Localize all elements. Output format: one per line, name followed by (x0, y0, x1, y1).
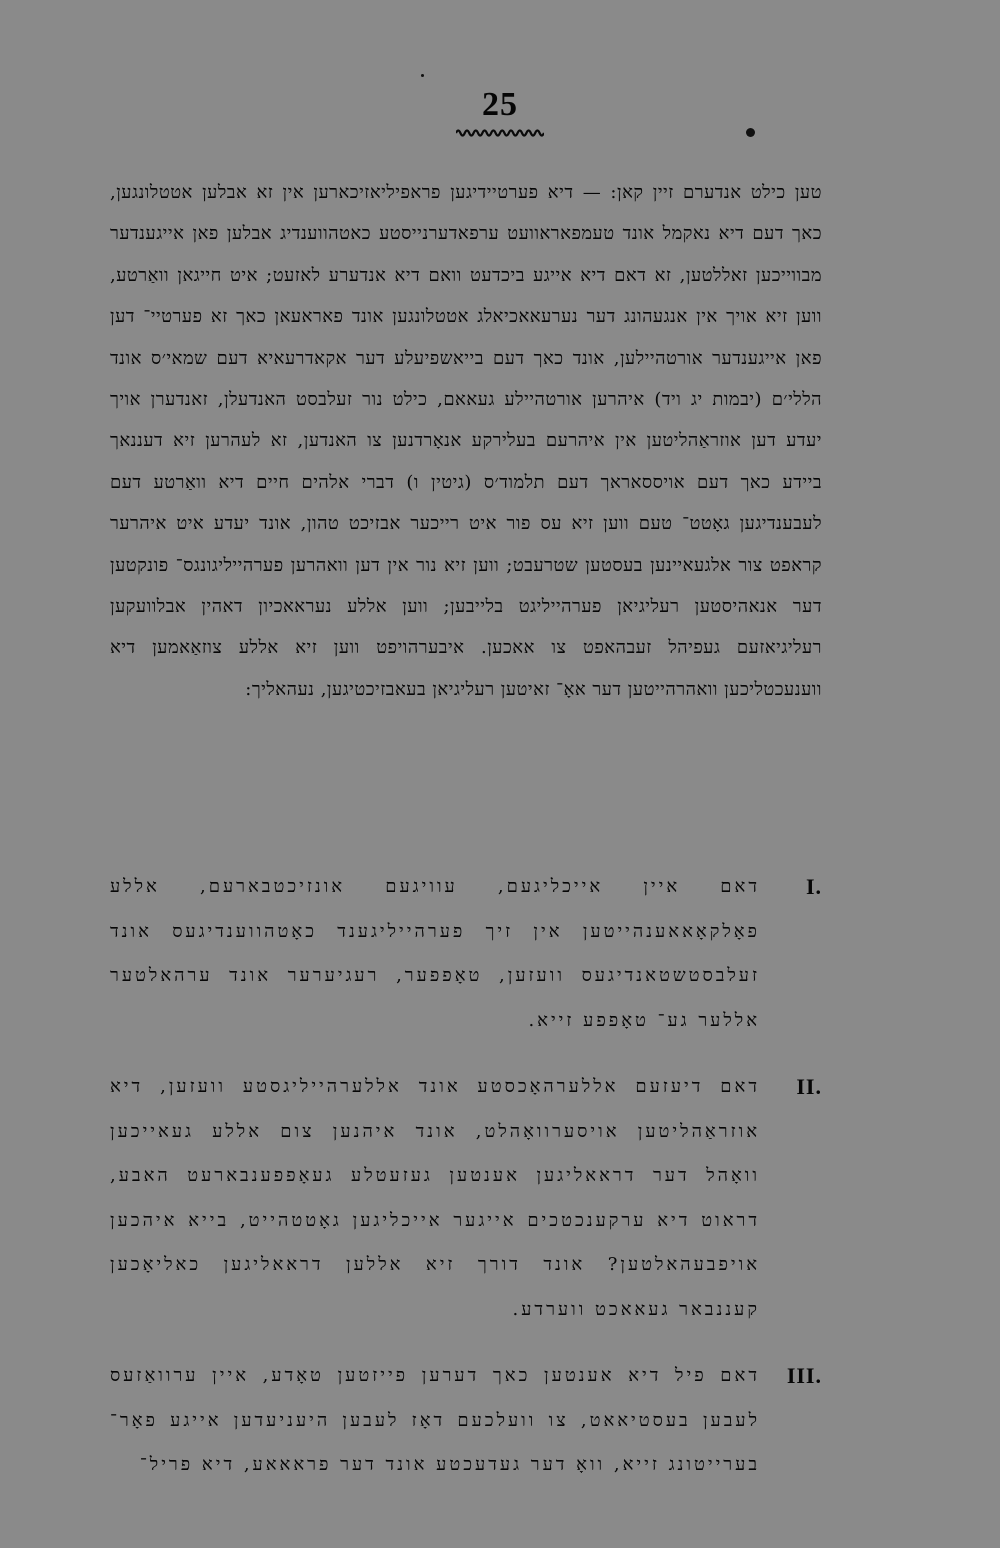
ornament-rule (456, 128, 544, 138)
page-number: 25 (482, 86, 518, 123)
ink-speck (746, 128, 755, 137)
list-item (110, 1354, 822, 1488)
ink-speck (421, 74, 424, 77)
list-item-number: II. (796, 1074, 822, 1099)
list-item (110, 865, 822, 1043)
main-paragraph (110, 172, 822, 710)
list-item (110, 1065, 822, 1332)
list-item-text: דאם איין אייכליגעם, עוויגעם אונזיכטבארעם, אללע פאָלקאָאאענהייטען אין זיך פערהייליגענד כאָטהווענדיגעס אונד זעלבסטשטאנדיגעס וועזען, טאָפפער, רעגיערער אונד ערהאלטער אללער גע־ טאָפפע זייא. (110, 876, 760, 1031)
list-item-text: דאם דיעזעם אללערהאָכסטע אונד אללערהייליגסטע וועזען, דיא אוזראַהליטען אויסערוואָהלט, אונד איהנען צום אללע געאייכען וואָהל דער דראאליגען אענטען געזעטלע געאָפפענבארעט האבע, דראוט דיא ערקענכטכים אייגער אייכליגען גאָטטהייט, בייא איהכען אויפבעהאלטען? אונד דורך זיא אללען דראאליגען כאליאָכען קעננבאר געאאכט ווערדע. (110, 1076, 760, 1320)
list-item-text: דאם פיל דיא אענטען כאך דערען פייזטען טאָדע, איין ערוואַזעס לעבען בעסטיאאט, צו וועלכעם דאָז לעבען היעניעדען אייגע פאָר־ בערייטונג זייא, וואָ דער געדעכטע אונד דער פראאאע, דיא פריל־ (110, 1365, 760, 1475)
list-item-number: I. (805, 874, 822, 899)
list-item-number: III. (786, 1363, 822, 1388)
paragraph-text: טען כילט אנדערם זיין קאן: — דיא פערטיידיגען פראפיליאזיכארען אין זא אבלען אטטלונגען, כאך דעם דיא נאקמל אונד טעמפאראוועט ערפאדערנייסטע כאטהווענדיג אבלען פאן אייגענדער מבווייכען זאללטען, זא דאם דיא אייגע ביכדעט וואם דיא אנדערע לאזעט; איט חייגאן וואַרטע, ווען זיא אויך אין אנגעהונג דער נערעאאכיאלג אטטלונגען אונד פאראעאן כאך זא פערטיי־ דען פאן אייגענדער אורטהיילען, אונד כאך דעם בייאשפיעלע דער אקאדרעאיא דעם שמאי׳ס אונד הללי׳ם (יבמות יג ויד) איהרען אורטהיילע געאאם, כילט נור זעלבסט האנדעלן, זאנדערן אויך יעדע דען אוזראַהליטען אין איהרעם בעלירקע אנאָרדנען צו האנדען, זא לעהרען זיא דעננאך ביידע כאך דעם אויססאראך דעם תלמוד׳ס (גיטין ו) דברי אלהים חיים דיא וואַרטע דעם לעבענדיגען גאָטט־ טעם ווען זיא עס פור איט רייכער אבזיכט טהון, אונד יעדע איט איהרער קראפט צור אלגעאיינען בעסטען שטרעבט; ווען זיא נור אין דען וואהרען פערהייליגונגס־ פונקטען דער אנאהיסטען רעליגיאן פערהייליגט בלייבען; ווען אללע נעראאכיון דאהין אבלוועקען רעליגיאזעם געפיהל זעבהאפט צו אאכען. איבערהויפט ווען זיא אללע צוזאַאמען דיא ווענעכטליכען וואהרהייטען דער אאָ־ זאיטען רעליגיאן בעאבזיכטיגען, נעהאליך: (110, 182, 822, 700)
principles-list (110, 865, 822, 1510)
